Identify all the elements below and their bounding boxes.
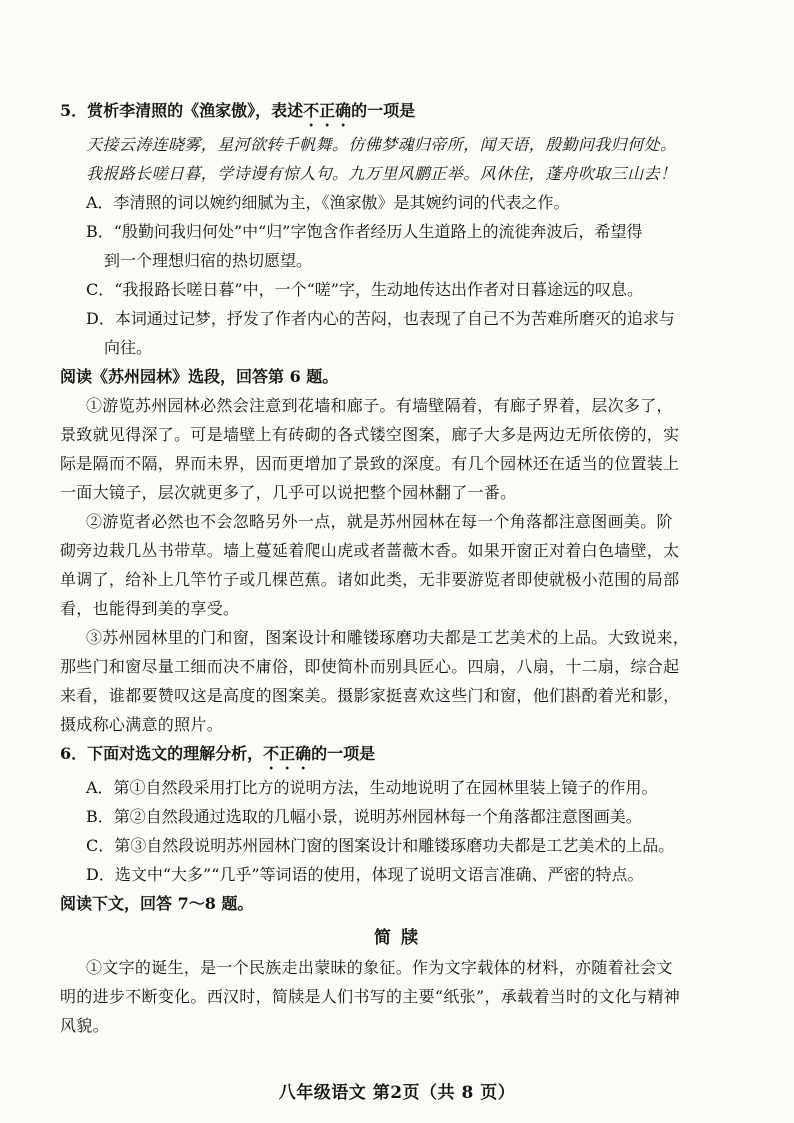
passage-line: 景致就见得深了。可是墙壁上有砖砌的各式镂空图案，廊子大多是两边无所依傍的，实 (60, 425, 680, 444)
article-paragraph-1: ①文字的诞生，是一个民族走出蒙昧的象征。作为文字载体的材料，亦随着社会文 (86, 958, 673, 977)
passage-line: 砌旁边栽几丛书带草。墙上蔓延着爬山虎或者蔷薇木香。如果开窗正对着白色墙壁，太 (60, 541, 680, 560)
passage-line: 际是隔而不隔，界而未界，因而更增加了景致的深度。有几个园林还在适当的位置装上 (60, 454, 680, 473)
option-a: A．第①自然段采用打比方的说明方法，生动地说明了在园林里装上镜子的作用。 (86, 778, 658, 797)
poem-line: 天接云涛连晓雾，星河欲转千帆舞。仿佛梦魂归帝所，闻天语，殷勤问我归何处。 (86, 135, 677, 154)
emphasis-not-correct: 不正确 (303, 101, 352, 120)
passage-paragraph-2: ②游览者必然也不会忽略另外一点，就是苏州园林在每一个角落都注意图画美。阶 (86, 512, 673, 531)
article-line: 风貌。 (60, 1016, 109, 1035)
article-title: 简牍 (374, 928, 428, 948)
article-line: 明的进步不断变化。西汉时，简牍是人们书写的主要“纸张”，承载着当时的文化与精神 (60, 987, 681, 1006)
option-a: A．李清照的词以婉约细腻为主，《渔家傲》是其婉约词的代表之作。 (86, 193, 570, 212)
passage-line: 来看，谁都要赞叹这是高度的图案美。摄影家挺喜欢这些门和窗，他们斟酌着光和影， (60, 686, 680, 705)
reading-intro-7-8: 阅读下文，回答 7～8 题。 (60, 894, 254, 913)
reading-intro-6: 阅读《苏州园林》选段，回答第 6 题。 (60, 367, 339, 386)
page-footer: 八年级语文 第2页（共 8 页） (278, 1083, 516, 1103)
option-b: B．第②自然段通过选取的几幅小景，说明苏州园林每一个角落都注意图画美。 (86, 807, 642, 826)
option-b: B．“殷勤问我归何处”中“归”字饱含作者经历人生道路上的流徙奔波后，希望得 (86, 222, 643, 241)
passage-line: 看，也能得到美的享受。 (60, 599, 240, 618)
option-b-continued: 到一个理想归宿的热切愿望。 (104, 251, 313, 270)
option-d: D．选文中“大多”“几乎”等词语的使用，体现了说明文语言准确、严密的特点。 (86, 865, 644, 884)
option-d-continued: 向往。 (104, 338, 153, 357)
passage-paragraph-3: ③苏州园林里的门和窗，图案设计和雕镂琢磨功夫都是工艺美术的上品。大致说来， (86, 628, 690, 647)
option-c: C．“我报路长嗟日暮”中，一个“嗟”字，生动地传达出作者对日暮途远的叹息。 (86, 280, 643, 299)
question-6-stem: 6．下面对选文的理解分析，不正确的一项是 (60, 744, 376, 763)
passage-line: 那些门和窗尽量工细而决不庸俗，即使简朴而别具匠心。四扇，八扇，十二扇，综合起 (60, 657, 680, 676)
passage-paragraph-1: ①游览苏州园林必然会注意到花墙和廊子。有墙壁隔着，有廊子界着，层次多了， (86, 396, 673, 415)
emphasis-not-correct: 不正确 (263, 744, 312, 763)
passage-line: 一面大镜子，层次就更多了，几乎可以说把整个园林翻了一番。 (60, 483, 517, 502)
poem-line: 我报路长嗟日暮，学诗谩有惊人句。九万里风鹏正举。风休住，蓬舟吹取三山去！ (86, 164, 677, 183)
question-5-stem: 5．赏析李清照的《渔家傲》，表述不正确的一项是 (60, 101, 416, 120)
passage-line: 摄成称心满意的照片。 (60, 715, 224, 734)
option-c: C．第③自然段说明苏州园林门窗的图案设计和雕镂琢磨功夫都是工艺美术的上品。 (86, 836, 675, 855)
option-d: D．本词通过记梦，抒发了作者内心的苦闷，也表现了自己不为苦难所磨灭的追求与 (86, 309, 675, 328)
passage-line: 单调了，给补上几竿竹子或几棵芭蕉。诸如此类，无非要游览者即使就极小范围的局部 (60, 570, 680, 589)
